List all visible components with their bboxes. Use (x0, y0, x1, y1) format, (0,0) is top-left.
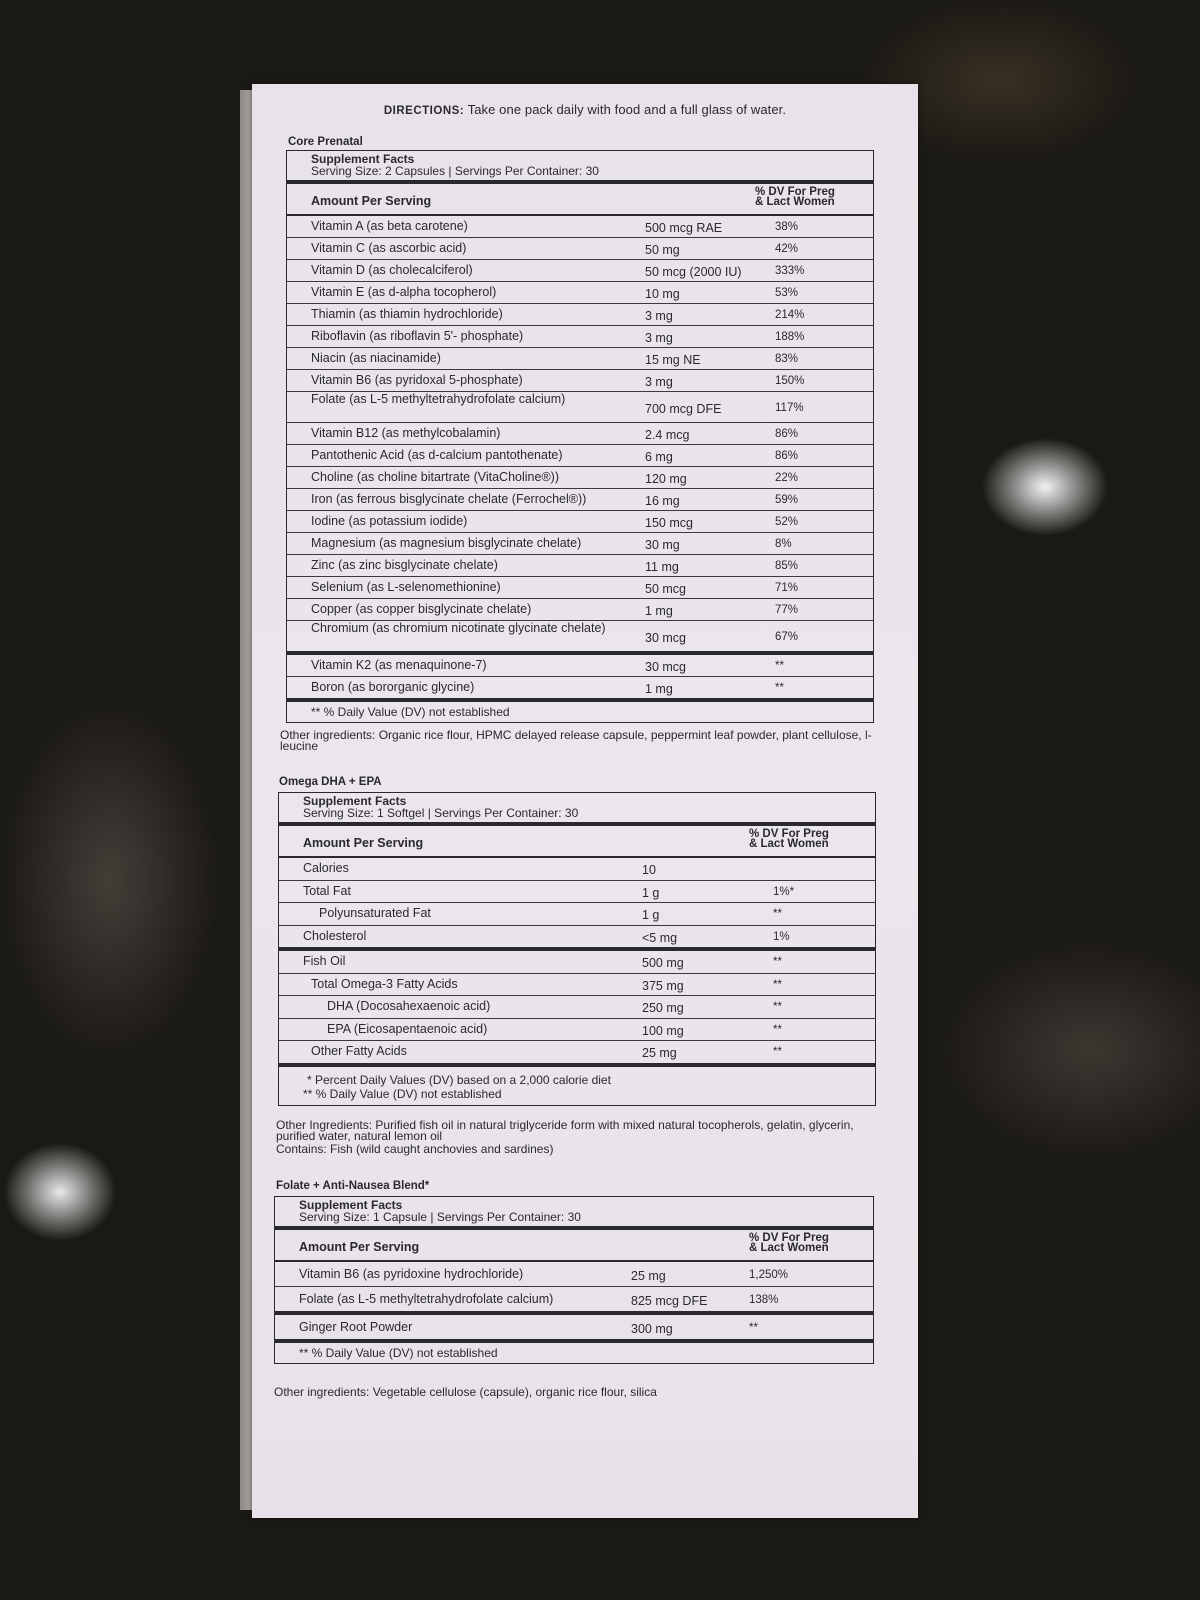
omega-daily-value: ** (773, 1001, 782, 1014)
core-nutrient-name: Riboflavin (as riboflavin 5'- phosphate) (311, 329, 524, 343)
core-daily-value: 85% (775, 560, 799, 572)
core-row (287, 577, 873, 599)
core-amount: 6 mg (645, 450, 673, 464)
folate-amount: 25 mg (631, 1268, 666, 1283)
core-amount: 30 mg (645, 538, 680, 552)
omega-amount: <5 mg (642, 930, 678, 945)
omega-amount: 375 mg (642, 978, 684, 993)
core-row (287, 467, 873, 489)
folate-facts-title: Supplement Facts (299, 1198, 403, 1212)
core-dv-h1: % DV For Preg (755, 186, 835, 198)
core-daily-value: 67% (775, 630, 799, 643)
folate-daily-value: 138% (749, 1293, 779, 1306)
omega-daily-value: ** (773, 908, 782, 921)
core-amount: 30 mcg (645, 660, 686, 674)
core-other-ingredients: Other ingredients: Organic rice flour, HPMC delayed release capsule, peppermint leaf powder, plant cellulose, l-leucine (280, 728, 872, 753)
core-amount-per-serving: Amount Per Serving (311, 194, 432, 208)
folate-daily-value: ** (749, 1321, 758, 1334)
omega-nutrient-name: Fish Oil (303, 954, 346, 969)
core-row (287, 511, 873, 533)
core-row (287, 533, 873, 555)
omega-amount: 25 mg (642, 1046, 677, 1061)
core-daily-value: 86% (775, 428, 799, 440)
core-head (287, 151, 873, 184)
core-serving: Serving Size: 2 Capsules | Servings Per Container: 30 (311, 164, 599, 178)
omega-nutrient-name: Other Fatty Acids (311, 1044, 407, 1059)
omega-facts-title: Supplement Facts (303, 794, 407, 808)
omega-amount: 1 g (642, 885, 660, 900)
core-daily-value: 38% (775, 221, 799, 233)
core-row (287, 599, 873, 621)
omega-nutrient-name: DHA (Docosahexaenoic acid) (327, 999, 491, 1014)
omega-amount: 250 mg (642, 1001, 684, 1016)
folate-row (275, 1287, 873, 1315)
core-daily-value: 117% (775, 401, 804, 414)
core-daily-value: 188% (775, 331, 805, 343)
core-nutrient-name: Chromium (as chromium nicotinate glycinate chelate) (311, 621, 606, 635)
core-amount: 500 mcg RAE (645, 221, 723, 235)
core-row (287, 260, 873, 282)
omega-other-ingredients: Other Ingredients: Purified fish oil in natural triglyceride form with mixed natural tocopherols, gelatin, glycerin, purified water, natural lemon oil (276, 1118, 854, 1143)
core-nutrient-name: Copper (as copper bisglycinate chelate) (311, 602, 532, 616)
omega-row (279, 974, 875, 997)
core-daily-value: 150% (775, 375, 805, 387)
core-daily-value: 86% (775, 450, 799, 462)
omega-nutrient-name: Cholesterol (303, 928, 367, 943)
core-nutrient-name: Vitamin E (as d-alpha tocopherol) (311, 285, 497, 299)
omega-row (279, 1041, 875, 1067)
folate-head (275, 1197, 873, 1230)
folate-footnote: ** % Daily Value (DV) not established (299, 1346, 498, 1360)
core-daily-value: ** (775, 682, 784, 694)
core-daily-value: 214% (775, 309, 805, 321)
core-footnote: ** % Daily Value (DV) not established (311, 705, 510, 719)
core-nutrient-name: Niacin (as niacinamide) (311, 351, 441, 365)
directions (252, 102, 918, 117)
folate-dv-h1: % DV For Preg (749, 1232, 829, 1244)
omega-amount-per-serving: Amount Per Serving (303, 836, 424, 850)
folate-daily-value: 1,250% (749, 1268, 789, 1281)
core-amount: 1 mg (645, 682, 673, 696)
folate-amount-per-serving: Amount Per Serving (299, 1240, 420, 1254)
core-amount: 2.4 mcg (645, 428, 690, 442)
core-amount: 15 mg NE (645, 353, 701, 367)
core-nutrient-name: Vitamin K2 (as menaquinone-7) (311, 658, 487, 672)
core-row (287, 304, 873, 326)
core-daily-value: 59% (775, 494, 799, 506)
omega-amount: 10 (642, 863, 656, 878)
omega-daily-value: 1% (773, 930, 790, 943)
core-amount: 3 mg (645, 331, 673, 345)
core-daily-value: 333% (775, 265, 805, 277)
omega-row (279, 903, 875, 926)
omega-row (279, 996, 875, 1019)
core-nutrient-name: Choline (as choline bitartrate (VitaCholine®)) (311, 470, 559, 484)
omega-row (279, 1019, 875, 1042)
core-amount: 30 mcg (645, 630, 686, 645)
omega-row (279, 926, 875, 952)
core-facts-title: Supplement Facts (311, 152, 415, 166)
core-nutrient-name: Zinc (as zinc bisglycinate chelate) (311, 558, 498, 572)
core-amount: 50 mcg (645, 582, 686, 596)
core-row (287, 326, 873, 348)
core-row (287, 238, 873, 260)
omega-supplement-facts (278, 792, 876, 1106)
core-daily-value: 83% (775, 353, 799, 365)
omega-dv-header (749, 829, 829, 849)
core-row (287, 216, 873, 238)
core-column-header (287, 184, 873, 216)
omega-row (279, 951, 875, 974)
core-nutrient-name: Folate (as L-5 methyltetrahydrofolate calcium) (311, 392, 566, 406)
omega-daily-value: ** (773, 1023, 782, 1036)
core-nutrient-name: Selenium (as L-selenomethionine) (311, 580, 501, 594)
folate-other-ingredients: Other ingredients: Vegetable cellulose (capsule), organic rice flour, silica (274, 1385, 657, 1399)
core-row (287, 348, 873, 370)
core-amount: 3 mg (645, 309, 673, 323)
folate-amount: 300 mg (631, 1321, 673, 1336)
core-supplement-facts (286, 150, 874, 723)
core-nutrient-name: Vitamin D (as cholecalciferol) (311, 263, 473, 277)
core-row (287, 555, 873, 577)
folate-rows (275, 1262, 873, 1343)
core-row (287, 621, 873, 655)
omega-nutrient-name: Calories (303, 861, 349, 876)
core-daily-value: 52% (775, 516, 799, 528)
omega-daily-value: ** (773, 978, 782, 991)
core-amount: 10 mg (645, 287, 680, 301)
core-daily-value: ** (775, 660, 784, 672)
core-nutrient-name: Iodine (as potassium iodide) (311, 514, 468, 528)
core-row (287, 677, 873, 702)
core-amount: 50 mg (645, 243, 680, 257)
core-nutrient-name: Boron (as bororganic glycine) (311, 680, 475, 694)
core-amount: 120 mg (645, 472, 687, 486)
core-row (287, 282, 873, 304)
core-daily-value: 8% (775, 538, 792, 550)
folate-row (275, 1262, 873, 1287)
omega-footnote-1: * Percent Daily Values (DV) based on a 2,000 calorie diet (307, 1072, 611, 1087)
omega-serving: Serving Size: 1 Softgel | Servings Per Container: 30 (303, 806, 579, 820)
folate-serving: Serving Size: 1 Capsule | Servings Per Container: 30 (299, 1210, 581, 1224)
omega-daily-value: ** (773, 956, 782, 969)
core-daily-value: 77% (775, 604, 799, 616)
omega-nutrient-name: Total Omega-3 Fatty Acids (311, 976, 458, 991)
folate-dv-h2: & Lact Women (749, 1242, 829, 1254)
core-rows (287, 216, 873, 702)
core-row (287, 423, 873, 445)
core-nutrient-name: Vitamin B6 (as pyridoxal 5-phosphate) (311, 373, 523, 387)
folate-amount: 825 mcg DFE (631, 1293, 708, 1308)
omega-rows (279, 858, 875, 1067)
omega-row (279, 858, 875, 881)
folate-nutrient-name: Folate (as L-5 methyltetrahydrofolate calcium) (299, 1291, 554, 1306)
core-nutrient-name: Pantothenic Acid (as d-calcium pantothenate) (311, 448, 563, 462)
core-nutrient-name: Vitamin B12 (as methylcobalamin) (311, 426, 501, 440)
core-nutrient-name: Magnesium (as magnesium bisglycinate chelate) (311, 536, 582, 550)
omega-nutrient-name: EPA (Eicosapentaenoic acid) (327, 1021, 488, 1036)
omega-amount: 100 mg (642, 1023, 684, 1038)
core-row (287, 445, 873, 467)
core-daily-value: 53% (775, 287, 799, 299)
omega-nutrient-name: Total Fat (303, 883, 351, 898)
folate-row (275, 1315, 873, 1343)
folate-nutrient-name: Ginger Root Powder (299, 1319, 413, 1334)
core-row (287, 655, 873, 677)
folate-nutrient-name: Vitamin B6 (as pyridoxine hydrochloride) (299, 1266, 524, 1281)
core-amount: 11 mg (645, 560, 679, 574)
core-nutrient-name: Vitamin A (as beta carotene) (311, 219, 468, 233)
directions-text: Take one pack daily with food and a full glass of water. (464, 102, 787, 117)
core-amount: 3 mg (645, 375, 673, 389)
core-nutrient-name: Iron (as ferrous bisglycinate chelate (Ferrochel®)) (311, 492, 587, 506)
omega-dv-h1: % DV For Preg (749, 828, 829, 840)
core-row (287, 392, 873, 423)
folate-supplement-facts (274, 1196, 874, 1364)
omega-column-header (279, 826, 875, 858)
core-nutrient-name: Vitamin C (as ascorbic acid) (311, 241, 467, 255)
omega-contains: Contains: Fish (wild caught anchovies and sardines) (276, 1142, 554, 1156)
core-dv-header (755, 187, 835, 207)
core-dv-h2: & Lact Women (755, 196, 835, 208)
directions-label: DIRECTIONS: (383, 105, 465, 117)
core-amount: 150 mcg (645, 516, 693, 530)
core-row (287, 370, 873, 392)
omega-row (279, 881, 875, 904)
core-daily-value: 22% (775, 472, 799, 484)
omega-nutrient-name: Polyunsaturated Fat (319, 906, 431, 921)
core-daily-value: 42% (775, 243, 799, 255)
core-nutrient-name: Thiamin (as thiamin hydrochloride) (311, 307, 503, 321)
omega-title: Omega DHA + EPA (279, 776, 382, 788)
core-amount: 1 mg (645, 604, 673, 618)
core-daily-value: 71% (775, 582, 799, 594)
folate-dv-header (749, 1233, 829, 1253)
box-back-panel (252, 84, 918, 1518)
core-row (287, 489, 873, 511)
omega-footnote-2: ** % Daily Value (DV) not established (303, 1086, 502, 1101)
omega-dv-h2: & Lact Women (749, 838, 829, 850)
omega-head (279, 793, 875, 826)
omega-daily-value: 1%* (773, 885, 795, 898)
omega-daily-value: ** (773, 1046, 782, 1059)
folate-title: Folate + Anti-Nausea Blend* (276, 1180, 430, 1192)
core-amount: 16 mg (645, 494, 680, 508)
core-amount: 700 mcg DFE (645, 401, 722, 416)
omega-amount: 500 mg (642, 956, 684, 971)
folate-column-header (275, 1230, 873, 1262)
core-title: Core Prenatal (288, 136, 363, 148)
core-amount: 50 mcg (2000 IU) (645, 265, 742, 279)
omega-amount: 1 g (642, 908, 660, 923)
